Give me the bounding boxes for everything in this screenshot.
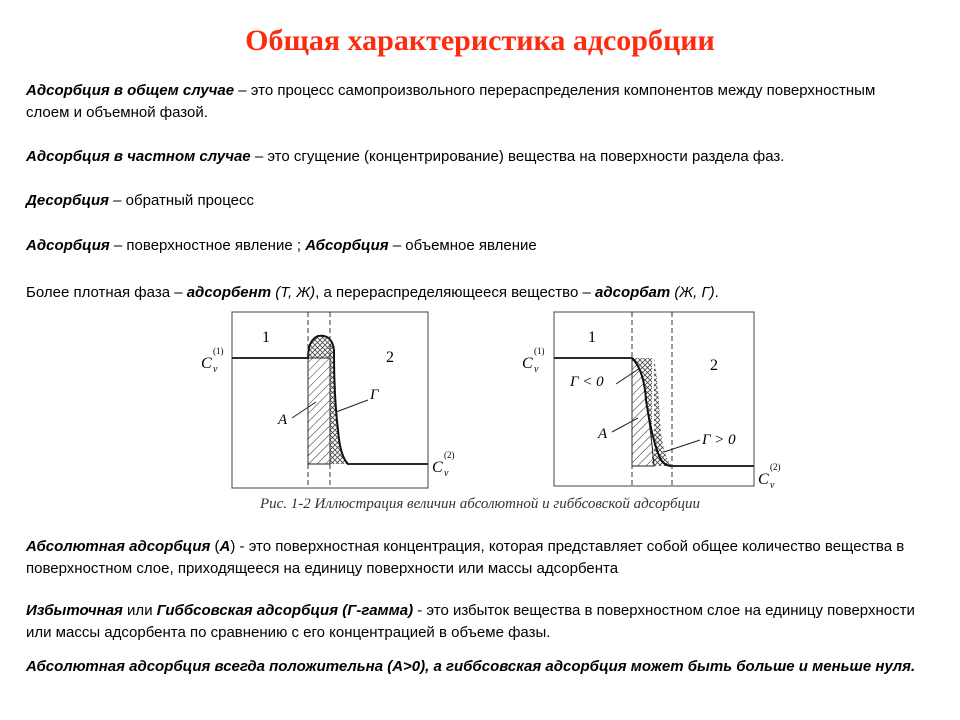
definition-absolute-adsorption bbox=[26, 536, 916, 580]
term-adsorbate: адсорбат bbox=[594, 284, 671, 301]
left-pointer-g bbox=[336, 400, 368, 412]
conclusion-statement: Абсолютная адсорбция всегда положительна (A>0), а гиббсовская адсорбция может быть больше и меньше нуля. bbox=[26, 658, 916, 675]
definition-text: - это избыток вещества в поверхностном слое на единицу поверхности или массы адсорбента по сравнению с его концентрацией в объеме фазы. bbox=[26, 602, 915, 641]
definition-text: – это процесс самопроизвольного перераспределения компонентов между поверхностным слоем и объемной фазой. bbox=[26, 82, 876, 121]
right-label-a: А bbox=[598, 426, 608, 442]
right-c1-label bbox=[522, 346, 545, 375]
right-diagram bbox=[522, 312, 781, 491]
figure-caption: Рис. 1-2 Иллюстрация величин абсолютной и гиббсовской адсорбции bbox=[259, 496, 700, 512]
term-adsorption-general: Адсорбция в общем случае bbox=[26, 82, 235, 99]
definition-gibbs-adsorption bbox=[26, 600, 916, 644]
c-symbol: C bbox=[432, 459, 443, 476]
left-phase2-label: 2 bbox=[386, 349, 394, 366]
term-a-symbol: А bbox=[219, 538, 231, 555]
left-c2-label bbox=[432, 450, 455, 479]
definition-text: – поверхностное явление ; bbox=[109, 237, 306, 254]
term-desorption: Десорбция bbox=[26, 192, 109, 209]
left-absolute-region bbox=[308, 358, 330, 464]
c-subscript: v bbox=[444, 468, 449, 479]
left-phase1-label: 1 bbox=[262, 329, 270, 346]
c-symbol: C bbox=[758, 471, 769, 488]
adsorbate-phases: (Ж, Г) bbox=[670, 284, 715, 301]
c-symbol: C bbox=[201, 355, 212, 372]
right-label-g-positive: Г > 0 bbox=[702, 432, 736, 448]
c-superscript: (2) bbox=[444, 450, 455, 460]
right-phase1-label: 1 bbox=[588, 329, 596, 346]
right-pointer-g-pos bbox=[664, 440, 700, 452]
definition-text: или bbox=[122, 602, 157, 619]
term-gibbs-adsorption: Гиббсовская адсорбция (Г-гамма) bbox=[156, 602, 414, 619]
left-c1-label bbox=[201, 346, 224, 375]
definition-text: – обратный процесс bbox=[109, 192, 255, 209]
definition-text: ) - это поверхностная концентрация, которая представляет собой общее количество вещества в поверхностном слое, приходящееся на единицу поверхности или массы адсорбента bbox=[26, 538, 905, 577]
c-subscript: v bbox=[770, 480, 775, 491]
c-superscript: (1) bbox=[534, 346, 545, 356]
left-diagram bbox=[201, 312, 455, 488]
definition-text: Более плотная фаза – bbox=[26, 284, 187, 301]
term-adsorption-particular: Адсорбция в частном случае bbox=[26, 148, 251, 165]
right-phase2-label: 2 bbox=[710, 357, 718, 374]
term-adsorption: Адсорбция bbox=[26, 237, 110, 254]
c-symbol: C bbox=[522, 355, 533, 372]
c-subscript: v bbox=[213, 364, 218, 375]
right-label-g-negative: Г < 0 bbox=[570, 374, 604, 390]
definition-text: ( bbox=[210, 538, 220, 555]
page-title: Общая характеристика адсорбции bbox=[245, 24, 715, 57]
right-c2-label bbox=[758, 462, 781, 491]
adsorbent-phases: (Т, Ж) bbox=[271, 284, 316, 301]
left-label-g: Г bbox=[370, 387, 379, 403]
term-absolute-adsorption: Абсолютная адсорбция bbox=[26, 538, 211, 555]
c-subscript: v bbox=[534, 364, 539, 375]
term-adsorbent: адсорбент bbox=[186, 284, 272, 301]
left-label-a: А bbox=[278, 412, 288, 428]
c-superscript: (1) bbox=[213, 346, 224, 356]
definition-text: . bbox=[714, 284, 719, 301]
definition-text: , а перераспределяющееся вещество – bbox=[315, 284, 595, 301]
c-superscript: (2) bbox=[770, 462, 781, 472]
definition-text: – объемное явление bbox=[388, 237, 537, 254]
term-absorption: Абсорбция bbox=[305, 237, 389, 254]
definition-text: – это сгущение (концентрирование) вещества на поверхности раздела фаз. bbox=[250, 148, 785, 165]
term-excess: Избыточная bbox=[26, 602, 123, 619]
